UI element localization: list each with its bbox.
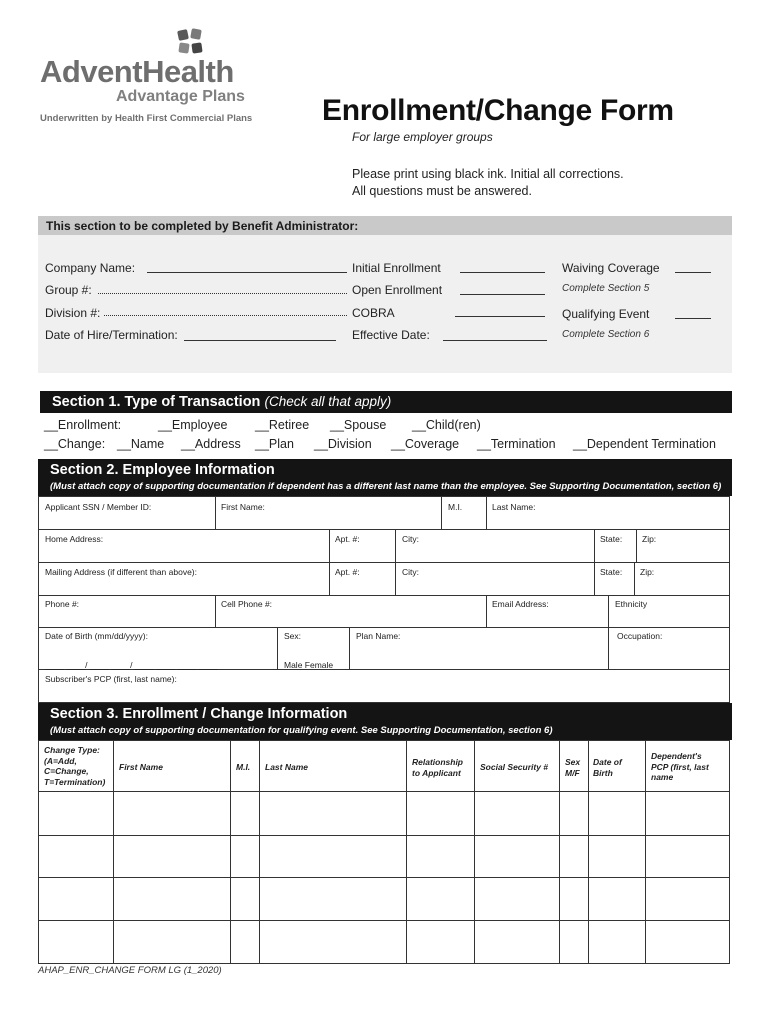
ssn-label: Applicant SSN / Member ID: (45, 502, 152, 512)
open-enrollment-label: Open Enrollment (352, 283, 443, 297)
effective-date-label: Effective Date: (352, 328, 430, 342)
opt-name[interactable]: __Name (117, 437, 165, 451)
sex-label: Sex: (284, 631, 302, 641)
mailing-address-label: Mailing Address (if different than above): (45, 567, 197, 577)
phone-label: Phone #: (45, 599, 80, 609)
col-last-name: Last Name (265, 762, 308, 772)
last-name-label: Last Name: (492, 502, 536, 512)
state-label-2: State: (600, 567, 623, 577)
mi-label: M.I. (448, 502, 463, 512)
zip-label-1: Zip: (642, 534, 657, 544)
opt-termination[interactable]: __Termination (477, 437, 556, 451)
section-2-note: (Must attach copy of supporting documentation if dependent has a different last name than the employee. See Supporting Documentation, section 6) (50, 481, 722, 492)
opt-dependent-termination[interactable]: __Dependent Termination (573, 437, 716, 451)
apt-label-1: Apt. #: (335, 534, 360, 544)
col-change-type: Change Type: (A=Add, C=Change, T=Termination) (44, 745, 106, 787)
city-label-2: City: (402, 567, 419, 577)
dob-label: Date of Birth (mm/dd/yyyy): (45, 631, 148, 641)
instructions (352, 166, 624, 200)
section-1-title: Section 1. Type of Transaction (52, 394, 261, 410)
section-3-header (38, 703, 732, 740)
home-address-label: Home Address: (45, 534, 104, 544)
section-2-title: Section 2. Employee Information (50, 462, 275, 478)
state-label-1: State: (600, 534, 623, 544)
effective-date-field[interactable] (443, 340, 547, 341)
waiving-coverage-label: Waiving Coverage (562, 261, 660, 275)
form-code: AHAP_ENR_CHANGE FORM LG (1_2020) (38, 965, 222, 976)
dob-blanks[interactable]: ____ ____/ ____ ____/ ____ ____ ____ ____ (45, 660, 218, 670)
occupation-label: Occupation: (617, 631, 663, 641)
opt-spouse[interactable]: __Spouse (330, 418, 387, 432)
opt-employee[interactable]: __Employee (158, 418, 228, 432)
cobra-field[interactable] (455, 316, 545, 317)
ethnicity-label: Ethnicity (615, 599, 648, 609)
sex-options[interactable]: Male Female (284, 660, 334, 670)
opt-change[interactable]: __Change: (44, 437, 106, 451)
date-hire-field[interactable] (184, 340, 336, 341)
division-label: Division #: (45, 306, 101, 320)
group-label: Group #: (45, 283, 92, 297)
section-1-header (40, 391, 732, 413)
col-mi: M.I. (236, 762, 251, 772)
group-field[interactable] (98, 293, 347, 294)
first-name-label: First Name: (221, 502, 265, 512)
qualifying-event-field[interactable] (675, 318, 711, 319)
instruction-line-1: Please print using black ink. Initial all corrections. (352, 167, 624, 181)
opt-address[interactable]: __Address (181, 437, 241, 451)
cobra-label: COBRA (352, 306, 395, 320)
division-field[interactable] (104, 315, 347, 316)
opt-retiree[interactable]: __Retiree (255, 418, 310, 432)
date-hire-label: Date of Hire/Termination: (45, 328, 178, 342)
col-sex: Sex M/F (565, 757, 581, 778)
opt-coverage[interactable]: __Coverage (391, 437, 460, 451)
opt-children[interactable]: __Child(ren) (412, 418, 481, 432)
logo-name: AdventHealth (40, 54, 234, 89)
section-3-title: Section 3. Enrollment / Change Information (50, 706, 348, 722)
instruction-line-2: All questions must be answered. (352, 184, 532, 198)
opt-enrollment[interactable]: __Enrollment: (44, 418, 122, 432)
complete-section-5-note: Complete Section 5 (562, 283, 650, 294)
waiving-coverage-field[interactable] (675, 272, 711, 273)
initial-enrollment-field[interactable] (460, 272, 545, 273)
email-label: Email Address: (492, 599, 549, 609)
section-2-header (38, 459, 732, 496)
col-dependent-pcp: Dependent's PCP (first, last name (651, 751, 709, 782)
qualifying-event-label: Qualifying Event (562, 307, 650, 321)
initial-enrollment-label: Initial Enrollment (352, 261, 441, 275)
admin-heading: This section to be completed by Benefit Administrator: (38, 216, 732, 235)
opt-division[interactable]: __Division (314, 437, 372, 451)
section-3-note: (Must attach copy of supporting documentation for qualifying event. See Supporting Documentation, section 6) (50, 725, 553, 736)
company-name-field[interactable] (147, 272, 347, 273)
company-name-label: Company Name: (45, 261, 136, 275)
plan-name-label: Plan Name: (356, 631, 401, 641)
col-relationship: Relationship to Applicant (412, 757, 464, 778)
logo-subtitle: Advantage Plans (116, 88, 245, 105)
zip-label-2: Zip: (640, 567, 655, 577)
logo-mark-icon (176, 28, 204, 56)
complete-section-6-note: Complete Section 6 (562, 329, 650, 340)
page-title: Enrollment/Change Form (322, 94, 674, 127)
col-ssn: Social Security # (480, 762, 549, 772)
open-enrollment-field[interactable] (460, 294, 545, 295)
page-subtitle: For large employer groups (352, 130, 493, 144)
section-1-subtitle: (Check all that apply) (264, 394, 392, 409)
opt-plan[interactable]: __Plan (255, 437, 294, 451)
apt-label-2: Apt. #: (335, 567, 360, 577)
col-first-name: First Name (119, 762, 163, 772)
logo-underwritten: Underwritten by Health First Commercial Plans (40, 113, 253, 124)
dependents-table (38, 740, 730, 964)
city-label-1: City: (402, 534, 419, 544)
pcp-label: Subscriber's PCP (first, last name): (45, 674, 177, 684)
cell-phone-label: Cell Phone #: (221, 599, 273, 609)
col-dob: Date of Birth (593, 757, 622, 778)
